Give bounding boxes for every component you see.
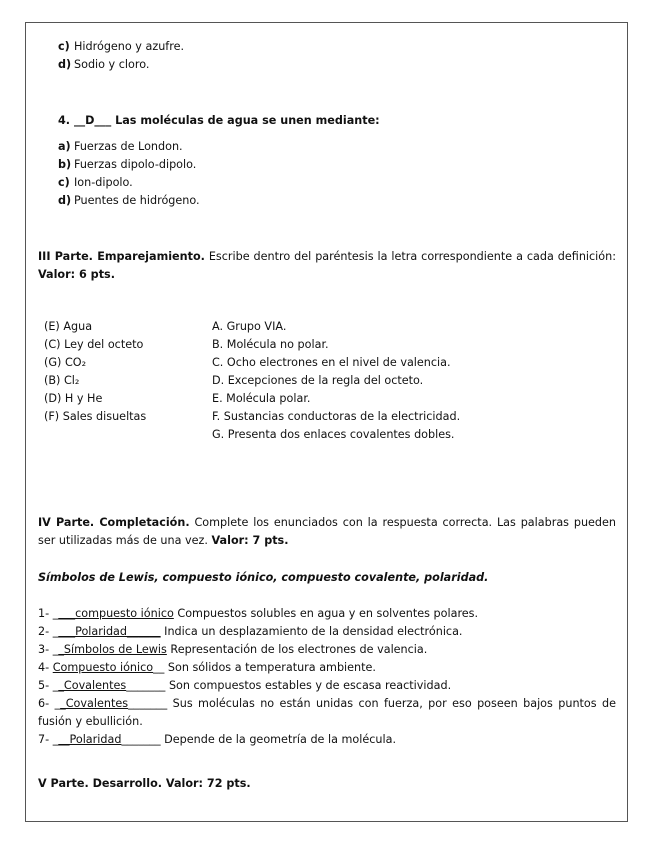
- match-right-d: D. Excepciones de la regla del octeto.: [212, 374, 424, 387]
- fill-item-2: 2- ____Polaridad______ Indica un desplazamiento de la densidad electrónica.: [38, 625, 463, 638]
- q4-option-d: d) Puentes de hidrógeno.: [58, 194, 200, 207]
- fill-answer-2: ___Polaridad______: [58, 625, 161, 638]
- fill-item-4: 4- Compuesto iónico__ Son sólidos a temperatura ambiente.: [38, 661, 376, 674]
- match-right-b: B. Molécula no polar.: [212, 338, 329, 351]
- fill-answer-3: _Símbolos de Lewis: [58, 643, 167, 656]
- q4-question: 4. __D___ Las moléculas de agua se unen mediante:: [58, 114, 380, 127]
- match-right-f: F. Sustancias conductoras de la electricidad.: [212, 410, 461, 423]
- match-left-2: (C) Ley del octeto: [44, 338, 144, 351]
- fill-item-7: 7- ___Polaridad_______ Depende de la geometría de la molécula.: [38, 733, 397, 746]
- match-right-a: A. Grupo VIA.: [212, 320, 287, 333]
- match-right-c: C. Ocho electrones en el nivel de valencia.: [212, 356, 451, 369]
- fill-answer-1: ___compuesto iónico: [58, 607, 174, 620]
- fill-item-5: 5- __Covalentes_______ Son compuestos estables y de escasa reactividad.: [38, 679, 452, 692]
- part3-title: III Parte. Emparejamiento.: [38, 250, 205, 263]
- part5-title: V Parte. Desarrollo.: [38, 777, 163, 790]
- match-left-4: (B) Cl₂: [44, 374, 80, 387]
- part4-title: IV Parte. Completación.: [38, 516, 190, 529]
- part3-heading: III Parte. Emparejamiento. Escribe dentro del paréntesis la letra correspondiente a cada definición: Valor: 6 pts.: [38, 250, 616, 281]
- word-bank: Símbolos de Lewis, compuesto iónico, compuesto covalente, polaridad.: [38, 571, 489, 584]
- q4-option-c: c) Ion-dipolo.: [58, 176, 133, 189]
- q3-option-c: c) Hidrógeno y azufre.: [58, 40, 185, 53]
- q4-option-a: a) Fuerzas de London.: [58, 140, 183, 153]
- match-left-6: (F) Sales disueltas: [44, 410, 147, 423]
- fill-item-3: 3- __Símbolos de Lewis Representación de los electrones de valencia.: [38, 643, 428, 656]
- fill-answer-7: __Polaridad: [58, 733, 122, 746]
- match-left-5: (D) H y He: [44, 392, 103, 405]
- match-left-3: (G) CO₂: [44, 356, 87, 369]
- fill-item-1: 1- ____compuesto iónico Compuestos solubles en agua y en solventes polares.: [38, 607, 479, 620]
- fill-answer-4: Compuesto iónico: [52, 661, 154, 674]
- q4-answer-blank: __D___: [73, 114, 112, 127]
- match-right-e: E. Molécula polar.: [212, 392, 311, 405]
- q4-option-b: b) Fuerzas dipolo-dipolo.: [58, 158, 197, 171]
- fill-answer-5: _Covalentes: [58, 679, 127, 692]
- part5-value: Valor: 72 pts.: [165, 777, 251, 790]
- q3-option-d: d) Sodio y cloro.: [58, 58, 150, 71]
- fill-item-6: 6- __Covalentes_______ Sus moléculas no están unidas con fuerza, por eso poseen bajos puntos de fusión y ebullición.: [38, 697, 616, 728]
- match-right-g: G. Presenta dos enlaces covalentes dobles.: [212, 428, 455, 441]
- part3-value: Valor: 6 pts.: [38, 268, 115, 281]
- part4-heading: IV Parte. Completación. Complete los enunciados con la respuesta correcta. Las palabras pueden ser utilizadas más de una vez. Valor: 7 pts.: [38, 516, 617, 547]
- part5-heading: [38, 776, 251, 792]
- match-left-1: (E) Agua: [44, 320, 93, 333]
- part4-value: Valor: 7 pts.: [211, 534, 289, 547]
- fill-answer-6: _Covalentes: [60, 697, 129, 710]
